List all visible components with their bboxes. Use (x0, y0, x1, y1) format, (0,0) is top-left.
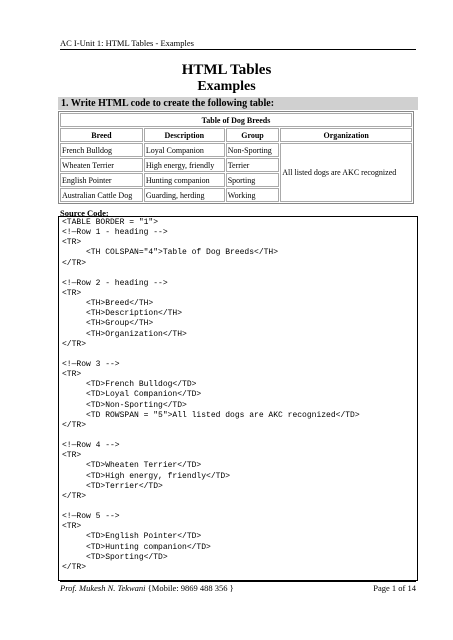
table-cell: Wheaten Terrier (60, 158, 143, 172)
code-line: <!—Row 4 --> (62, 441, 120, 451)
code-line: </TR> (62, 491, 87, 501)
table-cell: English Pointer (60, 173, 143, 187)
page-footer (60, 581, 416, 593)
column-header-description: Description (144, 128, 225, 142)
code-line: <TD>Sporting</TD> (62, 552, 168, 562)
code-line: </TR> (62, 420, 87, 430)
table-cell: Hunting companion (144, 173, 225, 187)
code-line: <TD>English Pointer</TD> (62, 532, 202, 542)
column-header-group: Group (226, 128, 280, 142)
footer-mobile: {Mobile: 9869 488 356 } (147, 583, 234, 593)
column-header-organization: Organization (280, 128, 412, 142)
table-cell: Guarding, herding (144, 188, 225, 202)
page-subtitle: Examples (197, 79, 256, 94)
code-line: <TD>Wheaten Terrier</TD> (62, 461, 202, 471)
code-line: <!—Row 1 - heading --> (62, 228, 168, 238)
code-line: <TH>Organization</TH> (62, 329, 187, 339)
table-cell: High energy, friendly (144, 158, 225, 172)
code-line: </TR> (62, 562, 87, 572)
code-line: <TR> (62, 451, 82, 461)
organization-cell: All listed dogs are AKC recognized (280, 143, 412, 202)
footer-page-number: Page 1 of 14 (373, 583, 416, 593)
code-line: <TR> (62, 288, 82, 298)
code-line: <!—Row 5 --> (62, 512, 120, 522)
question-heading: 1. Write HTML code to create the following table: (58, 97, 418, 110)
column-header-breed: Breed (60, 128, 143, 142)
code-line: <!—Row 3 --> (62, 359, 120, 369)
code-line: <TR> (62, 370, 82, 380)
table-cell: Non-Sporting (226, 143, 280, 157)
code-line: <TD>High energy, friendly</TD> (62, 471, 231, 481)
table-cell: Sporting (226, 173, 280, 187)
code-line: <TD>Non-Sporting</TD> (62, 400, 187, 410)
code-line: <TH>Breed</TH> (62, 299, 154, 309)
source-code-label: Source Code: (60, 208, 109, 218)
code-line (62, 431, 414, 441)
code-line: <TD>Hunting companion</TD> (62, 542, 211, 552)
table-row (60, 143, 412, 157)
source-code-block (58, 216, 418, 581)
table-caption-row (60, 113, 412, 127)
code-line: <TD>Loyal Companion</TD> (62, 390, 202, 400)
table-cell: French Bulldog (60, 143, 143, 157)
code-line: </TR> (62, 339, 87, 349)
code-line: <!—Row 2 - heading --> (62, 278, 168, 288)
table-cell: Loyal Companion (144, 143, 225, 157)
table-header-row (60, 128, 412, 142)
code-line: <TR> (62, 522, 82, 532)
code-line: <TD>Terrier</TD> (62, 481, 163, 491)
code-line: <TH>Description</TH> (62, 309, 183, 319)
page-header: AC I-Unit 1: HTML Tables - Examples (60, 38, 416, 50)
table-cell: Australian Cattle Dog (60, 188, 143, 202)
code-line (62, 269, 414, 279)
code-line (62, 502, 414, 512)
code-line (62, 350, 414, 360)
code-line: <TR> (62, 238, 82, 248)
table-cell: Terrier (226, 158, 280, 172)
footer-author: Prof. Mukesh N. Tekwani (60, 583, 146, 593)
code-line: <TABLE BORDER = "1"> (62, 218, 159, 227)
page-title: HTML Tables (181, 62, 272, 78)
code-line: <TH COLSPAN="4">Table of Dog Breeds</TH> (62, 248, 279, 258)
code-line: <TD ROWSPAN = "5">All listed dogs are AKC recognized</TD> (62, 410, 360, 420)
code-line: <TD>French Bulldog</TD> (62, 380, 197, 390)
table-caption: Table of Dog Breeds (60, 113, 412, 127)
code-line: <TH>Group</TH> (62, 319, 154, 329)
table-cell: Working (226, 188, 280, 202)
code-line: </TR> (62, 258, 87, 268)
dog-breeds-table (58, 111, 414, 204)
